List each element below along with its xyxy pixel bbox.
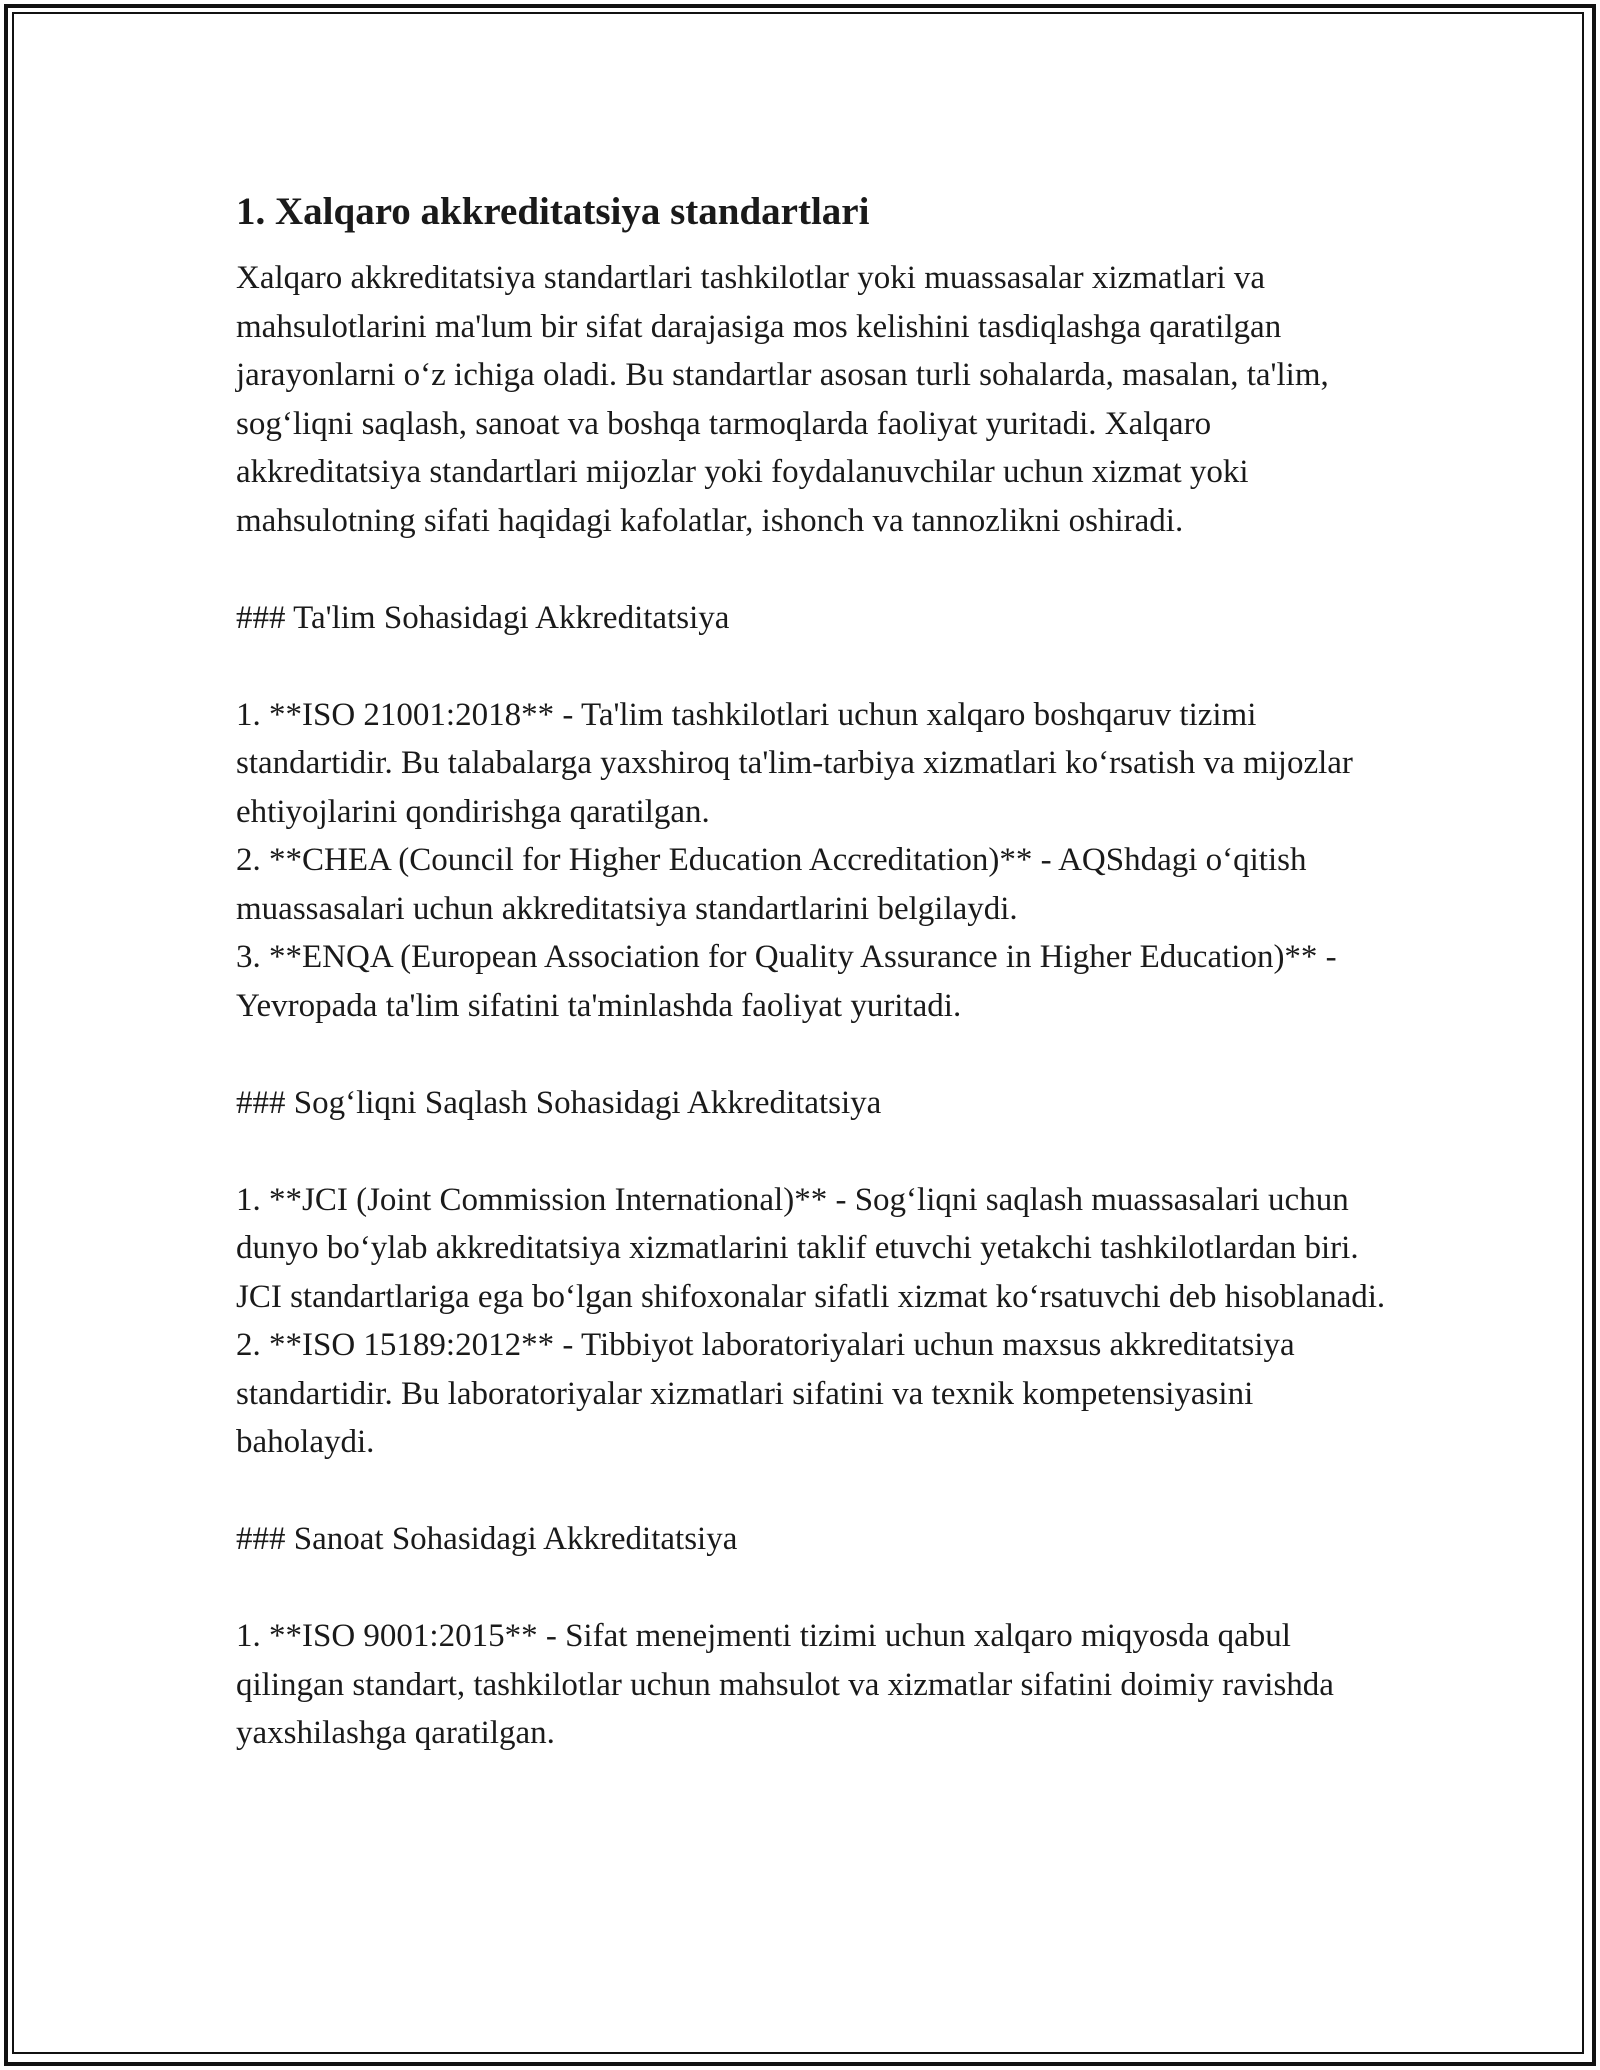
- list-item: 3. **ENQA (European Association for Quality Assurance in Higher Education)** - Yevropada ta'lim sifatini ta'minlashda faoliyat yuritadi.: [236, 939, 1337, 1024]
- intro-paragraph: Xalqaro akkreditatsiya standartlari tashkilotlar yoki muassasalar xizmatlari va mahsulotlarini ma'lum bir sifat darajasiga mos kelishini tasdiqlashga qaratilgan jarayonlarni o‘z ichiga oladi. Bu standartlar asosan turli sohalarda, masalan, ta'lim, sog‘liqni saqlash, sanoat va boshqa tarmoqlarda faoliyat yuritadi. Xalqaro akkreditatsiya standartlari mijozlar yoki foydalanuvchilar uchun xizmat yoki mahsulotning sifati haqidagi kafolatlar, ishonch va tannozlikni oshiradi.: [236, 260, 1329, 539]
- spacer: [236, 545, 1386, 594]
- section-heading-industry: ### Sanoat Sohasidagi Akkreditatsiya: [236, 1521, 738, 1557]
- document-page: [236, 186, 1386, 1758]
- list-item: 1. **ISO 9001:2015** - Sifat menejmenti tizimi uchun xalqaro miqyosda qabul qilingan standart, tashkilotlar uchun mahsulot va xizmatlar sifatini doimiy ravishda yaxshilashga qaratilgan.: [236, 1618, 1334, 1751]
- section-heading-education: ### Ta'lim Sohasidagi Akkreditatsiya: [236, 599, 730, 636]
- healthcare-list: [236, 1176, 1386, 1467]
- list-item: 2. **CHEA (Council for Higher Education Accreditation)** - AQShdagi o‘qitish muassasalari uchun akkreditatsiya standartlarini belgilaydi.: [236, 842, 1307, 927]
- industry-list: [236, 1612, 1386, 1758]
- document-title: 1. Xalqaro akkreditatsiya standartlari: [236, 190, 870, 233]
- education-list: [236, 691, 1386, 1031]
- spacer: [236, 1467, 1386, 1516]
- list-item: 2. **ISO 15189:2012** - Tibbiyot laboratoriyalari uchun maxsus akkreditatsiya standartidir. Bu laboratoriyalar xizmatlari sifatini va texnik kompetensiyasini baholaydi.: [236, 1327, 1295, 1460]
- section-heading-healthcare: ### Sog‘liqni Saqlash Sohasidagi Akkreditatsiya: [236, 1084, 882, 1121]
- list-item: 1. **JCI (Joint Commission International)** - Sog‘liqni saqlash muassasalari uchun dunyo bo‘ylab akkreditatsiya xizmatlarini taklif etuvchi yetakchi tashkilotlardan biri. JCI standartlariga ega bo‘lgan shifoxonalar sifatli xizmat ko‘rsatuvchi deb hisoblanadi.: [236, 1181, 1386, 1315]
- spacer: [236, 1030, 1386, 1079]
- spacer: [236, 642, 1386, 691]
- spacer: [236, 1127, 1386, 1176]
- spacer: [236, 1564, 1386, 1613]
- list-item: 1. **ISO 21001:2018** - Ta'lim tashkilotlari uchun xalqaro boshqaruv tizimi standartidir. Bu talabalarga yaxshiroq ta'lim-tarbiya xizmatlari ko‘rsatish va mijozlar ehtiyojlarini qondirishga qaratilgan.: [236, 696, 1353, 830]
